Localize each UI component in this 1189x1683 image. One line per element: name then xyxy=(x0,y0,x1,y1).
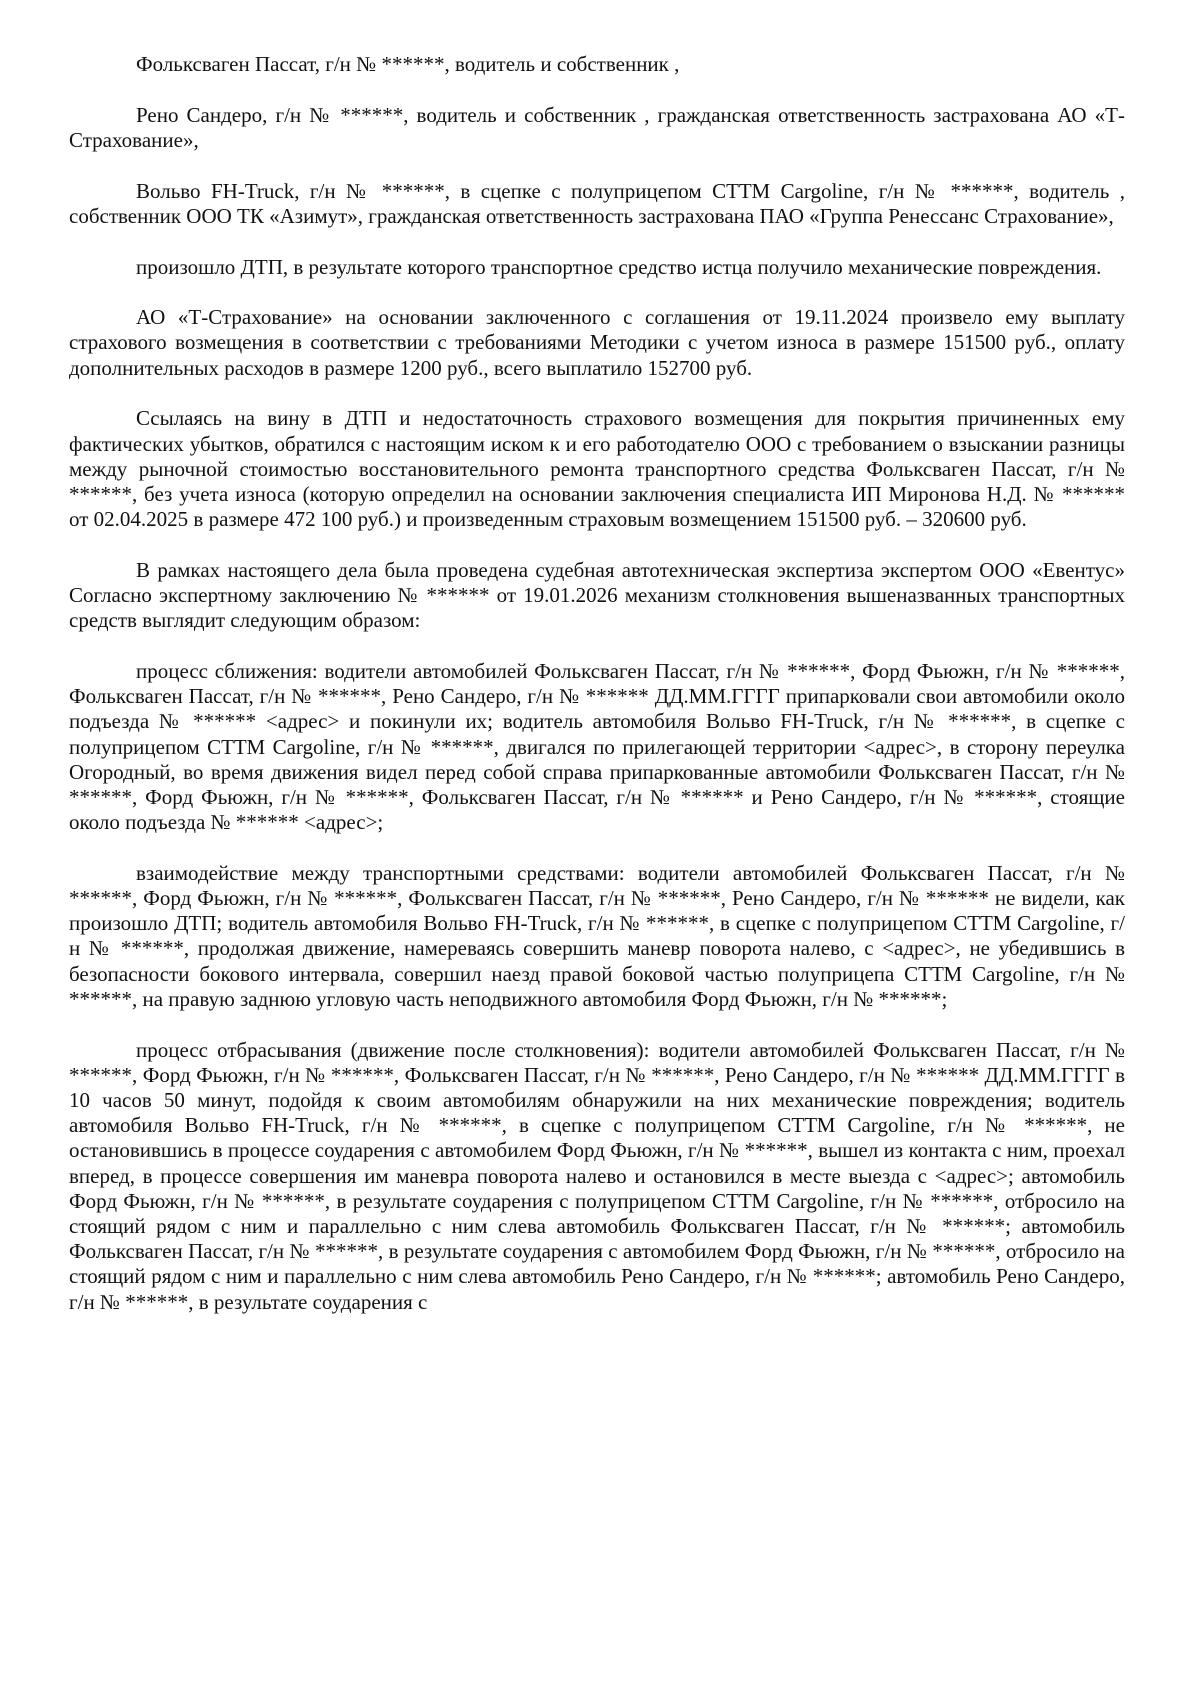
paragraph-6: Ссылаясь на вину в ДТП и недостаточность страхового возмещения для покрытия причиненных ему фактических убытков, обратился с настоящим иском к и его работодателю ООО с требованием о взыскании разницы между рыночной стоимостью восстановительного ремонта транспортного средства Фольксваген Пассат, г/н № ******, без учета износа (которую определил на основании заключения специалиста ИП Миронова Н.Д. № ****** от 02.04.2025 в размере 472 100 руб.) и произведенным страховым возмещением 151500 руб. – 320600 руб. xyxy=(69,406,1125,532)
paragraph-1: Фольксваген Пассат, г/н № ******, водитель и собственник , xyxy=(136,52,680,76)
paragraph-4: произошло ДТП, в результате которого транспортное средство истца получило механические повреждения. xyxy=(136,254,1102,279)
paragraph-7: В рамках настоящего дела была проведена судебная автотехническая экспертиза экспертом ООО «Евентус» Согласно экспертному заключению № ****** от 19.01.2026 механизм столкновения вышеназванных транспортных средств выглядит следующим образом: xyxy=(69,557,1125,633)
paragraph-9: взаимодействие между транспортными средствами: водители автомобилей Фольксваген Пассат, г/н № ******, Форд Фьюжн, г/н № ******, Фольксваген Пассат, г/н № ******, Рено Сандеро, г/н № ****** не видели, как произошло ДТП; водитель автомобиля Вольво FH-Truck, г/н № ******, в сцепке с полуприцепом СТТМ Cargoline, г/н № ******, продолжая движение, намереваясь совершить маневр поворота налево, с <адрес>, не убедившись в безопасности бокового интервала, совершил наезд правой боковой частью полуприцепа СТТМ Cargoline, г/н № ******, на правую заднюю угловую часть неподвижного автомобиля Форд Фьюжн, г/н № ******; xyxy=(69,860,1125,1011)
paragraph-2: Рено Сандеро, г/н № ******, водитель и собственник , гражданская ответственность застрахована АО «Т-Страхование», xyxy=(69,102,1125,152)
paragraph-8: процесс сближения: водители автомобилей Фольксваген Пассат, г/н № ******, Форд Фьюжн, г/н № ******, Фольксваген Пассат, г/н № ******, Рено Сандеро, г/н № ****** ДД.ММ.ГГГГ припарковали свои автомобили около подъезда № ****** <адрес> и покинули их; водитель автомобиля Вольво FH-Truck, г/н № ******, в сцепке с полуприцепом СТТМ Cargoline, г/н № ******, двигался по прилегающей территории <адрес>, в сторону переулка Огородный, во время движения видел перед собой справа припаркованные автомобили Фольксваген Пассат, г/н № ******, Форд Фьюжн, г/н № ******, Фольксваген Пассат, г/н № ****** и Рено Сандеро, г/н № ******, стоящие около подъезда № ****** <адрес>; xyxy=(69,658,1125,835)
paragraph-3: Вольво FH-Truck, г/н № ******, в сцепке с полуприцепом СТТМ Cargoline, г/н № ******, водитель , собственник ООО ТК «Азимут», гражданская ответственность застрахована ПАО «Группа Ренессанс Страхование», xyxy=(69,178,1125,228)
paragraph-10: процесс отбрасывания (движение после столкновения): водители автомобилей Фольксваген Пассат, г/н № ******, Форд Фьюжн, г/н № ******, Фольксваген Пассат, г/н № ******, Рено Сандеро, г/н № ****** ДД.ММ.ГГГГ в 10 часов 50 минут, подойдя к своим автомобилям обнаружили на них механические повреждения; водитель автомобиля Вольво FH-Truck, г/н № ******, в сцепке с полуприцепом СТТМ Cargoline, г/н № ******, не остановившись в процессе соударения с автомобилем Форд Фьюжн, г/н № ******, вышел из контакта с ним, проехал вперед, в процессе совершения им маневра поворота налево и остановился в месте выезда с <адрес>; автомобиль Форд Фьюжн, г/н № ******, в результате соударения с полуприцепом СТТМ Cargoline, г/н № ******, отбросило на стоящий рядом с ним и параллельно с ним слева автомобиль Фольксваген Пассат, г/н № ******; автомобиль Фольксваген Пассат, г/н № ******, в результате соударения с автомобилем Форд Фьюжн, г/н № ******, отбросило на стоящий рядом с ним и параллельно с ним слева автомобиль Рено Сандеро, г/н № ******; автомобиль Рено Сандеро, г/н № ******, в результате соударения с xyxy=(69,1037,1125,1314)
paragraph-5: АО «Т-Страхование» на основании заключенного с соглашения от 19.11.2024 произвело ему выплату страхового возмещения в соответствии с требованиями Методики с учетом износа в размере 151500 руб., оплату дополнительных расходов в размере 1200 руб., всего выплатило 152700 руб. xyxy=(69,305,1125,380)
